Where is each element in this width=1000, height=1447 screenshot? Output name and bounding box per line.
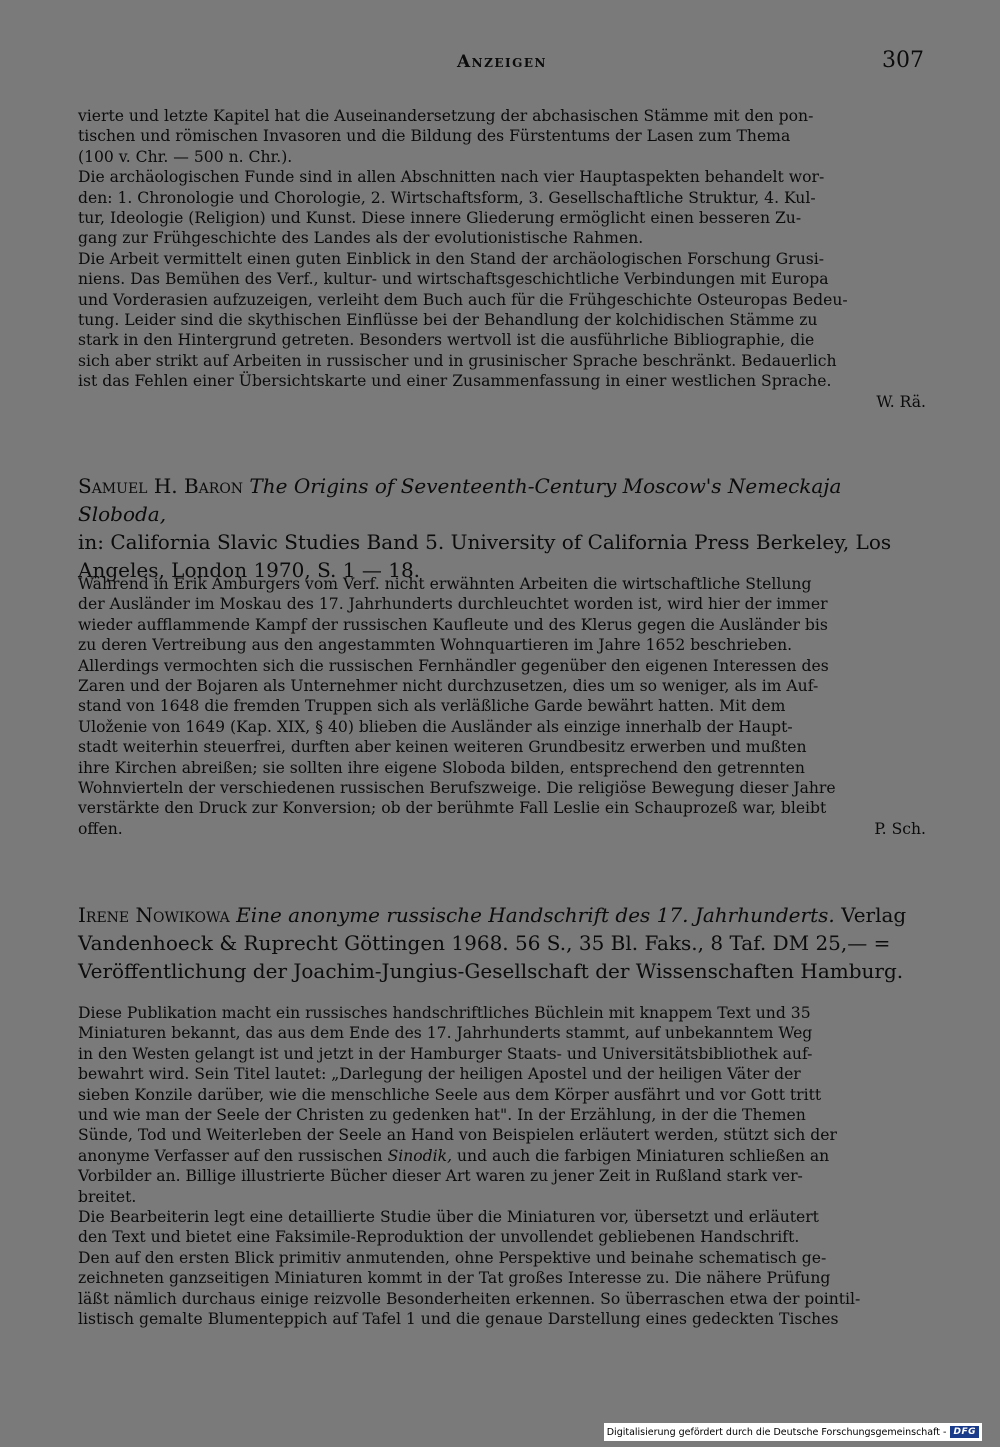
text-line: Während in Erik Amburgers vom Verf. nicht erwähnten Arbeiten die wirtschaftliche Stellung [78,575,812,593]
text-line: bewahrt wird. Sein Titel lautet: „Darlegung der heiligen Apostel und der heiligen Väter der [78,1065,801,1084]
heading-line: Vandenhoeck & Ruprecht Göttingen 1968. 56 S., 35 Bl. Faks., 8 Taf. DM 25,— = [78,931,891,955]
entry-heading [78,901,926,985]
text-line: tung. Leider sind die skythischen Einflüsse bei der Behandlung der kolchidischen Stämme zu [78,311,818,330]
text-line: den: 1. Chronologie und Chorologie, 2. Wirtschaftsform, 3. Gesellschaftliche Struktur, 4. Kul- [78,188,816,207]
text-fragment-italic: Sinodik, [387,1146,453,1165]
digitization-footer [604,1423,982,1441]
text-line: und wie man der Seele der Christen zu gedenken hat". In der Erzählung, in der die Themen [78,1106,806,1125]
text-line: in den Westen gelangt ist und jetzt in der Hamburger Staats- und Universitätsbibliothek auf- [78,1044,813,1063]
text-line: Die archäologischen Funde sind in allen Abschnitten nach vier Hauptaspekten behandelt wor- [78,168,825,187]
text-line: Miniaturen bekannt, das aus dem Ende des 17. Jahrhunderts stammt, auf unbekanntem Weg [78,1024,813,1043]
dfg-logo: DFG [950,1426,979,1438]
text-line: stadt weiterhin steuerfrei, durften aber keinen weiteren Grundbesitz erwerben und mußten [78,738,807,757]
entry-author: Samuel H. Baron [78,474,244,498]
heading-line [78,901,926,929]
text-line [78,1146,926,1166]
text-line: Uloženie von 1649 (Kap. XIX, § 40) blieben die Ausländer als einzige innerhalb der Haupt- [78,717,793,736]
text-line: tur, Ideologie (Religion) und Kunst. Diese innere Gliederung ermöglicht einen besseren Zu- [78,209,802,228]
heading-line: Angeles, London 1970, S. 1 — 18. [78,558,421,582]
text-line: und Vorderasien aufzuzeigen, verleiht dem Buch auch für die Frühgeschichte Osteuropas Bedeu- [78,290,848,309]
entry-title: The Origins of Seventeenth-Century Moscow's Nemeckaja Sloboda, [78,474,842,526]
text-line: sieben Konzile darüber, wie die menschliche Seele aus dem Körper ausfährt und vor Gott tritt [78,1085,822,1104]
running-header [78,50,926,80]
page-number: 307 [882,48,924,73]
heading-line: Veröffentlichung der Joachim-Jungius-Gesellschaft der Wissenschaften Hamburg. [78,959,904,983]
reviewer-signature: P. Sch. [874,819,926,838]
text-line: Wohnvierteln der verschiedenen russischen Berufszweige. Die religiöse Bewegung dieser Jahre [78,779,836,798]
review-text [78,1003,926,1330]
review-body-baron [78,574,926,839]
text-line: sich aber strikt auf Arbeiten in russischer und in grusinischer Sprache beschränkt. Bedauerlich [78,351,837,370]
heading-line [78,472,926,528]
text-line: wieder aufflammende Kampf der russischen Kaufleute und des Klerus gegen die Ausländer bis [78,615,828,634]
running-title: Anzeigen [456,52,548,72]
text-line: Allerdings vermochten sich die russischen Fernhändler gegenüber den eigenen Interessen des [78,656,829,675]
text-fragment: anonyme Verfasser auf den russischen [78,1146,388,1165]
text-line: stark in den Hintergrund getreten. Besonders wertvoll ist die ausführliche Bibliographie, die [78,331,815,350]
text-line: Zaren und der Bojaren als Unternehmer nicht durchzusetzen, dies um so weniger, als im Auf- [78,677,819,696]
text-line: gang zur Frühgeschichte des Landes als der evolutionistische Rahmen. [78,229,644,248]
footer-text: Digitalisierung gefördert durch die Deutsche Forschungsgemeinschaft - [606,1426,947,1438]
text-line: Diese Publikation macht ein russisches handschriftliches Büchlein mit knappem Text und 35 [78,1004,811,1022]
review-entry-nowikowa [78,901,926,985]
text-line: läßt nämlich durchaus einige reizvolle Besonderheiten erkennen. So überraschen etwa der pointil- [78,1289,861,1308]
text-line: breitet. [78,1187,137,1206]
text-line: Die Bearbeiterin legt eine detaillierte Studie über die Miniaturen vor, übersetzt und erläutert [78,1208,819,1227]
entry-author: Irene Nowikowa [78,903,230,927]
text-line: listisch gemalte Blumenteppich auf Tafel 1 und die genaue Darstellung eines gedeckten Tisches [78,1310,839,1329]
text-line: verstärkte den Druck zur Konversion; ob der berühmte Fall Leslie ein Schauprozeß war, bleibt [78,799,827,818]
text-line: den Text und bietet eine Faksimile-Reproduktion der unvollendet gebliebenen Handschrift. [78,1228,800,1247]
review-body-nowikowa [78,1003,926,1330]
text-fragment: und auch die farbigen Miniaturen schließen an [452,1146,830,1165]
text-line: zu deren Vertreibung aus den angestammten Wohnquartieren im Jahre 1652 beschrieben. [78,636,793,655]
text-line: ist das Fehlen einer Übersichtskarte und einer Zusammenfassung in einer westlichen Sprache. [78,372,832,391]
text-line: Vorbilder an. Billige illustrierte Bücher dieser Art waren zu jener Zeit in Rußland stark ver- [78,1167,803,1186]
text-line: tischen und römischen Invasoren und die Bildung des Fürstentums der Lasen zum Thema [78,127,791,146]
text-line: stand von 1648 die fremden Truppen sich als verläßliche Garde bewährt hatten. Mit dem [78,697,786,716]
text-line: der Ausländer im Moskau des 17. Jahrhunderts durchleuchtet worden ist, wird hier der immer [78,595,828,614]
entry-heading [78,472,926,584]
review-text [78,106,926,392]
last-line-row [78,819,926,839]
review-continued [78,106,926,412]
text-line: Sünde, Tod und Weiterleben der Seele an Hand von Beispielen erläutert werden, stützt sich der [78,1126,837,1145]
reviewer-signature: W. Rä. [876,392,926,411]
review-text [78,574,926,819]
review-entry-baron [78,472,926,584]
text-line: offen. [78,819,123,838]
heading-line: in: California Slavic Studies Band 5. University of California Press Berkeley, Los [78,530,892,554]
text-line: vierte und letzte Kapitel hat die Auseinandersetzung der abchasischen Stämme mit den pon- [78,107,814,125]
entry-publisher-start: Verlag [841,903,907,927]
entry-title: Eine anonyme russische Handschrift des 17. Jahrhunderts. [236,903,835,927]
text-line: ihre Kirchen abreißen; sie sollten ihre eigene Sloboda bilden, entsprechend den getrennten [78,758,805,777]
text-line: Den auf den ersten Blick primitiv anmutenden, ohne Perspektive und beinahe schematisch ge- [78,1248,827,1267]
text-line: zeichneten ganzseitigen Miniaturen kommt in der Tat großes Interesse zu. Die nähere Prüfung [78,1269,831,1288]
text-line: (100 v. Chr. — 500 n. Chr.). [78,147,293,166]
text-line: Die Arbeit vermittelt einen guten Einblick in den Stand der archäologischen Forschung Grusi- [78,249,825,268]
text-line: niens. Das Bemühen des Verf., kultur- und wirtschaftsgeschichtliche Verbindungen mit Europa [78,270,829,289]
